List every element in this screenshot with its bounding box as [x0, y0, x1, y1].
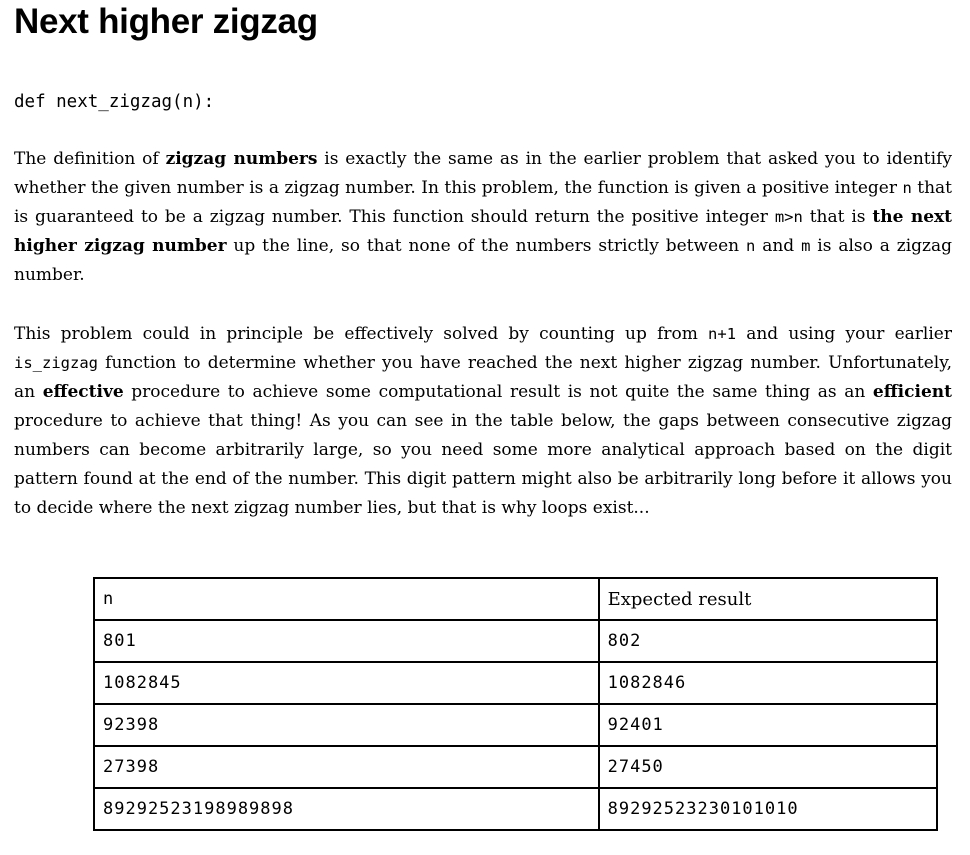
cell-expected: 89292523230101010	[599, 788, 937, 830]
bold-term: effective	[42, 382, 124, 402]
paragraph-efficiency: This problem could in principle be effectively solved by counting up from n+1 and using your earlier is_zigzag function to determine whether you have reached the next higher zigzag number. Unfortunately, an effective procedure to achieve some computational result is not quite the same thing as an efficient procedure to achieve that thing! As you can see in the table below, the gaps between consecutive zigzag numbers can become arbitrarily large, so you need some more analytical approach based on the digit pattern found at the end of the number. This digit pattern might also be arbitrarily long before it allows you to decide where the next zigzag number lies, but that is why loops exist...	[14, 324, 952, 518]
cell-expected: 27450	[599, 746, 937, 788]
paragraph-definition: The definition of zigzag numbers is exactly the same as in the earlier problem that asked you to identify whether the given number is a zigzag number. In this problem, the function is given a positive integer n that is guaranteed to be a zigzag number. This function should return the positive integer m>n that is the next higher zigzag number up the line, so that none of the numbers strictly between n and m is also a zigzag number.	[14, 149, 952, 285]
table-row	[94, 746, 937, 788]
cell-n: 801	[94, 620, 599, 662]
inline-code: m>n	[774, 208, 803, 226]
inline-code: is_zigzag	[14, 354, 98, 372]
cell-expected: 92401	[599, 704, 937, 746]
table-row	[94, 704, 937, 746]
column-header-expected: Expected result	[599, 578, 937, 620]
inline-code: m	[801, 237, 811, 255]
page-title: Next higher zigzag	[14, 2, 318, 41]
table-header-row	[94, 578, 937, 620]
bold-term: efficient	[872, 382, 952, 402]
examples-table	[93, 577, 938, 831]
bold-term: the next higher zigzag number	[14, 207, 952, 256]
inline-code: n+1	[708, 325, 737, 343]
function-signature: def next_zigzag(n):	[14, 92, 215, 112]
inline-code: n	[902, 179, 912, 197]
table-row	[94, 662, 937, 704]
cell-n: 27398	[94, 746, 599, 788]
cell-n: 1082845	[94, 662, 599, 704]
cell-n: 89292523198989898	[94, 788, 599, 830]
table-row	[94, 788, 937, 830]
inline-code: n	[746, 237, 756, 255]
cell-n: 92398	[94, 704, 599, 746]
bold-term: zigzag numbers	[165, 149, 318, 169]
column-header-n: n	[94, 578, 599, 620]
cell-expected: 1082846	[599, 662, 937, 704]
table-row	[94, 620, 937, 662]
cell-expected: 802	[599, 620, 937, 662]
